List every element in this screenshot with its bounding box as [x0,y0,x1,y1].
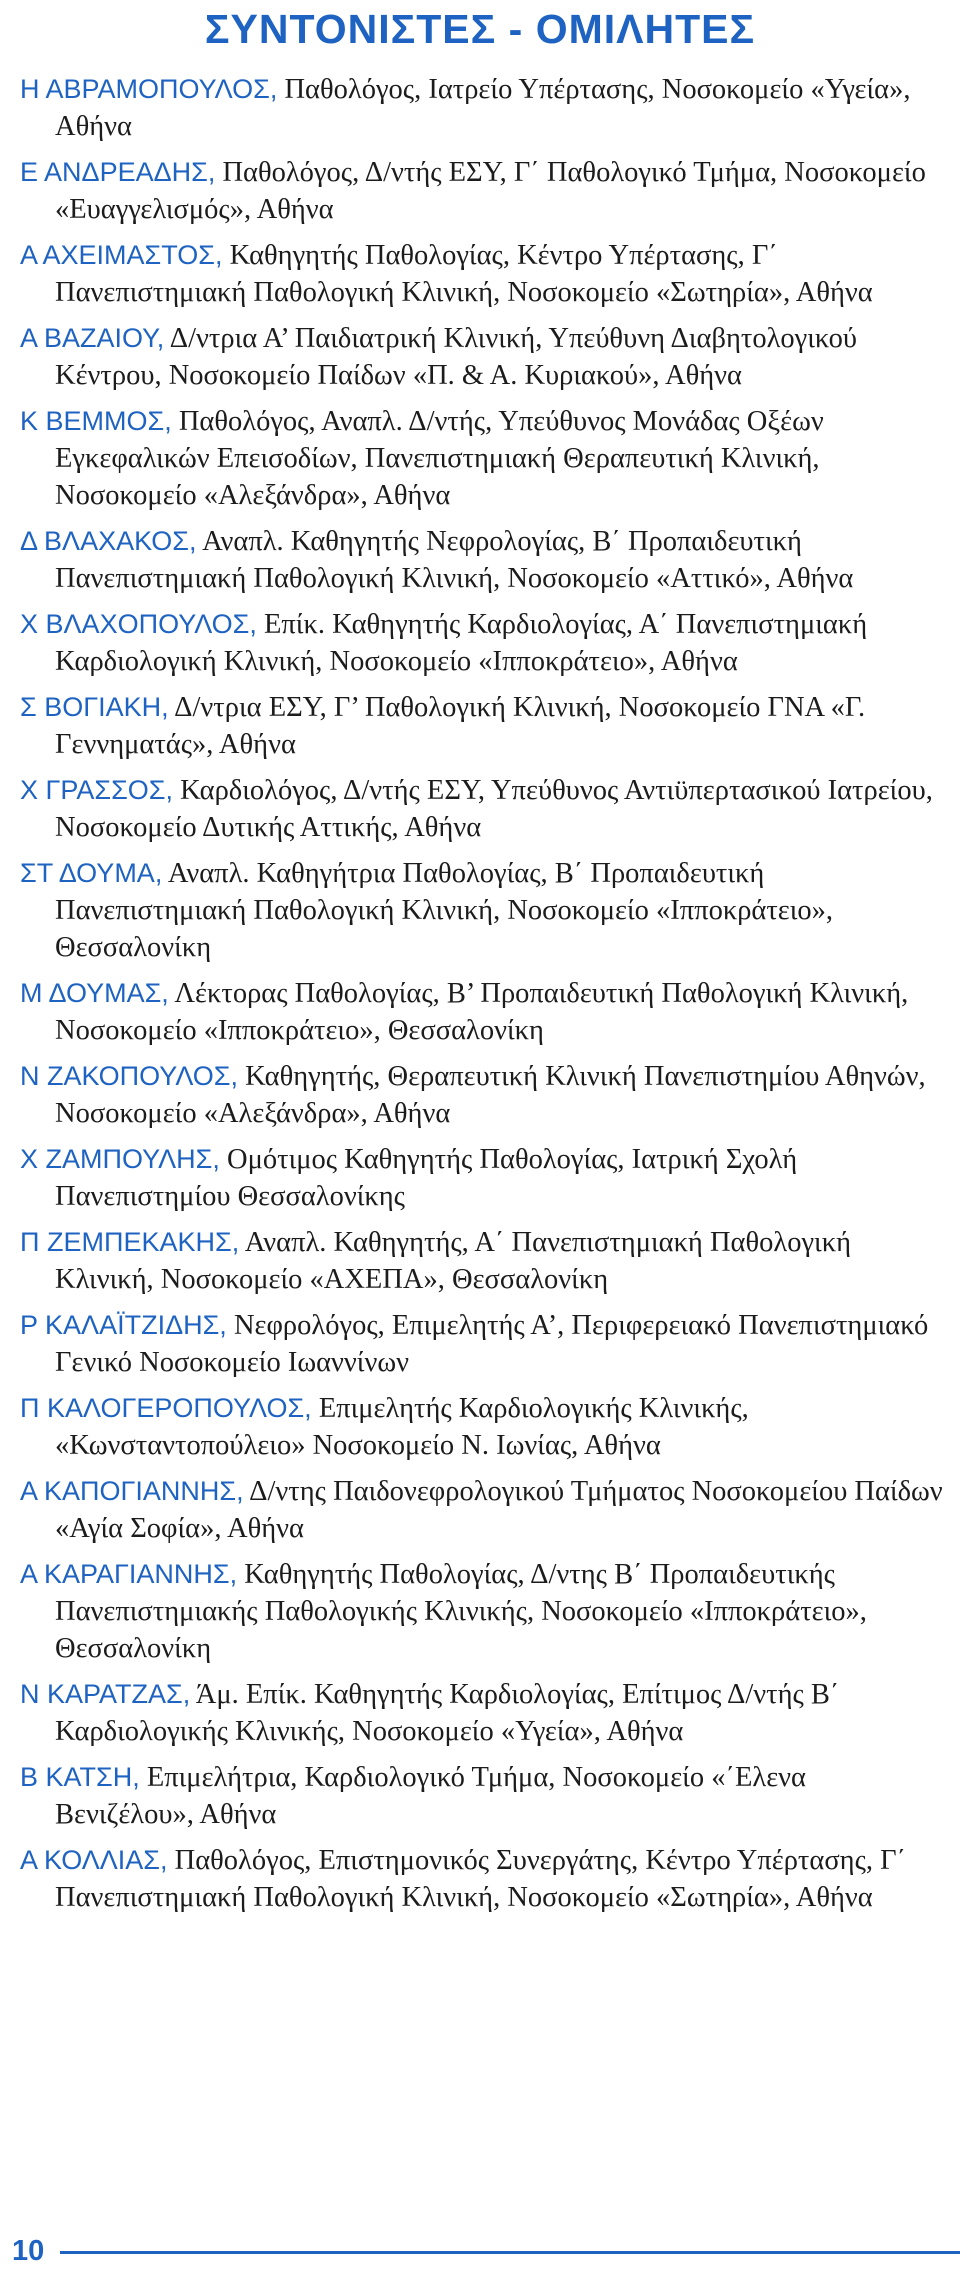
speaker-entry [20,523,950,597]
speaker-details: Επιμελήτρια, Καρδιολογικό Τμήμα, Νοσοκομείο «΄Ελενα Βενιζέλου», Αθήνα [55,1762,806,1830]
speaker-entry [20,855,950,966]
speaker-entry [20,71,950,145]
speaker-name: Μ ΔΟΥΜΑΣ, [20,978,169,1008]
speaker-name: Κ ΒΕΜΜΟΣ, [20,406,172,436]
speaker-entry [20,1058,950,1132]
speaker-name: Χ ΖΑΜΠΟΥΛΗΣ, [20,1144,220,1174]
speaker-name: Β ΚΑΤΣΗ, [20,1762,140,1792]
page-number: 10 [12,2235,45,2267]
speaker-name: Α ΑΧΕΙΜΑΣΤΟΣ, [20,240,223,270]
page-footer [0,2233,960,2269]
speaker-name: Α ΚΑΡΑΓΙΑΝΝΗΣ, [20,1559,238,1589]
footer-divider [60,2251,960,2254]
speaker-name: Σ ΒΟΓΙΑΚΗ, [20,692,169,722]
speaker-details: Άμ. Επίκ. Καθηγητής Καρδιολογίας, Επίτιμος Δ/ντής Β΄ Καρδιολογικής Κλινικής, Νοσοκομείο «Υγεία», Αθήνα [55,1679,840,1747]
speaker-details: Ομότιμος Καθηγητής Παθολογίας, Ιατρική Σχολή Πανεπιστημίου Θεσσαλονίκης [55,1144,798,1212]
speaker-entry [20,975,950,1049]
speaker-details: Παθολόγος, Αναπλ. Δ/ντής, Υπεύθυνος Μονάδας Οξέων Εγκεφαλικών Επεισοδίων, Πανεπιστημιακή Θεραπευτική Κλινική, Νοσοκομείο «Αλεξάνδρα», Αθήνα [55,406,824,511]
speaker-details: Δ/ντρια ΕΣΥ, Γ’ Παθολογική Κλινική, Νοσοκομείο ΓΝΑ «Γ. Γεννηματάς», Αθήνα [55,692,866,760]
speaker-name: Α ΚΟΛΛΙΑΣ, [20,1845,168,1875]
speaker-entry [20,1224,950,1298]
speaker-entry [20,320,950,394]
speaker-details: Αναπλ. Καθηγήτρια Παθολογίας, Β΄ Προπαιδευτική Πανεπιστημιακή Παθολογική Κλινική, Νοσοκομείο «Ιπποκράτειο», Θεσσαλονίκη [55,858,834,963]
speaker-name: Η ΑΒΡΑΜΟΠΟΥΛΟΣ, [20,74,278,104]
speaker-name: Ε ΑΝΔΡΕΑΔΗΣ, [20,157,216,187]
speaker-entry [20,689,950,763]
speaker-name: ΣΤ ΔΟΥΜΑ, [20,858,163,888]
speaker-entry [20,154,950,228]
speaker-details: Καθηγητής Παθολογίας, Δ/ντης Β΄ Προπαιδευτικής Πανεπιστημιακής Παθολογικής Κλινικής, Νοσοκομείο «Ιπποκράτειο», Θεσσαλονίκη [55,1559,867,1664]
speaker-details: Δ/ντρια Α’ Παιδιατρική Κλινική, Υπεύθυνη Διαβητολογικού Κέντρου, Νοσοκομείο Παίδων «Π. & Α. Κυριακού», Αθήνα [55,323,857,391]
speaker-entry [20,1759,950,1833]
speaker-entry [20,772,950,846]
speaker-name: Α ΚΑΠΟΓΙΑΝΝΗΣ, [20,1476,244,1506]
speaker-details: Νεφρολόγος, Επιμελητής Α’, Περιφερειακό Πανεπιστημιακό Γενικό Νοσοκομείο Ιωαννίνων [55,1310,929,1378]
speaker-name: Ν ΚΑΡΑΤΖΑΣ, [20,1679,191,1709]
speaker-name: Α ΒΑΖΑΙΟΥ, [20,323,165,353]
speaker-entry [20,1307,950,1381]
speaker-name: Ν ΖΑΚΟΠΟΥΛΟΣ, [20,1061,238,1091]
speaker-details: Παθολόγος, Δ/ντής ΕΣΥ, Γ΄ Παθολογικό Τμήμα, Νοσοκομείο «Ευαγγελισμός», Αθήνα [55,157,926,225]
speaker-details: Αναπλ. Καθηγητής, Α΄ Πανεπιστημιακή Παθολογική Κλινική, Νοσοκομείο «ΑΧΕΠΑ», Θεσσαλονίκη [55,1227,851,1295]
speaker-name: Χ ΒΛΑΧΟΠΟΥΛΟΣ, [20,609,257,639]
speaker-entry [20,1390,950,1464]
speaker-details: Επίκ. Καθηγητής Καρδιολογίας, Α΄ Πανεπιστημιακή Καρδιολογική Κλινική, Νοσοκομείο «Ιπποκράτειο», Αθήνα [55,609,868,677]
speaker-name: Ρ ΚΑΛΑΪΤΖΙΔΗΣ, [20,1310,227,1340]
speaker-entry [20,606,950,680]
speaker-details: Καθηγητής, Θεραπευτική Κλινική Πανεπιστημίου Αθηνών, Νοσοκομείο «Αλεξάνδρα», Αθήνα [55,1061,926,1129]
speaker-entry [20,1556,950,1667]
speaker-entry [20,403,950,514]
speaker-name: Δ ΒΛΑΧΑΚΟΣ, [20,526,197,556]
speaker-entry [20,1842,950,1916]
speaker-details: Καρδιολόγος, Δ/ντής ΕΣΥ, Υπεύθυνος Αντιϋπερτασικού Ιατρείου, Νοσοκομείο Δυτικής Αττικής, Αθήνα [55,775,933,843]
speaker-details: Λέκτορας Παθολογίας, Β’ Προπαιδευτική Παθολογική Κλινική, Νοσοκομείο «Ιπποκράτειο», Θεσσαλονίκη [55,978,909,1046]
speaker-list [20,71,950,1925]
speaker-name: Π ΚΑΛΟΓΕΡΟΠΟΥΛΟΣ, [20,1393,312,1423]
speaker-details: Παθολόγος, Ιατρείο Υπέρτασης, Νοσοκομείο «Υγεία», Αθήνα [55,74,911,142]
speaker-details: Παθολόγος, Επιστημονικός Συνεργάτης, Κέντρο Υπέρτασης, Γ΄ Πανεπιστημιακή Παθολογική Κλινική, Νοσοκομείο «Σωτηρία», Αθήνα [55,1845,907,1913]
speaker-details: Καθηγητής Παθολογίας, Κέντρο Υπέρτασης, Γ΄ Πανεπιστημιακή Παθολογική Κλινική, Νοσοκομείο «Σωτηρία», Αθήνα [55,240,873,308]
speaker-details: Επιμελητής Καρδιολογικής Κλινικής, «Κωνσταντοπούλειο» Νοσοκομείο Ν. Ιωνίας, Αθήνα [55,1393,749,1461]
speaker-name: Π ΖΕΜΠΕΚΑΚΗΣ, [20,1227,240,1257]
speaker-entry [20,1141,950,1215]
speaker-name: Χ ΓΡΑΣΣΟΣ, [20,775,173,805]
speaker-entry [20,1676,950,1750]
page-title: ΣΥΝΤΟΝΙΣΤΕΣ - ΟΜΙΛΗΤΕΣ [204,6,756,52]
speaker-details: Δ/ντης Παιδονεφρολογικού Τμήματος Νοσοκομείου Παίδων «Αγία Σοφία», Αθήνα [55,1476,943,1544]
speaker-entry [20,1473,950,1547]
speaker-details: Αναπλ. Καθηγητής Νεφρολογίας, Β΄ Προπαιδευτική Πανεπιστημιακή Παθολογική Κλινική, Νοσοκομείο «Αττικό», Αθήνα [55,526,854,594]
speaker-entry [20,237,950,311]
